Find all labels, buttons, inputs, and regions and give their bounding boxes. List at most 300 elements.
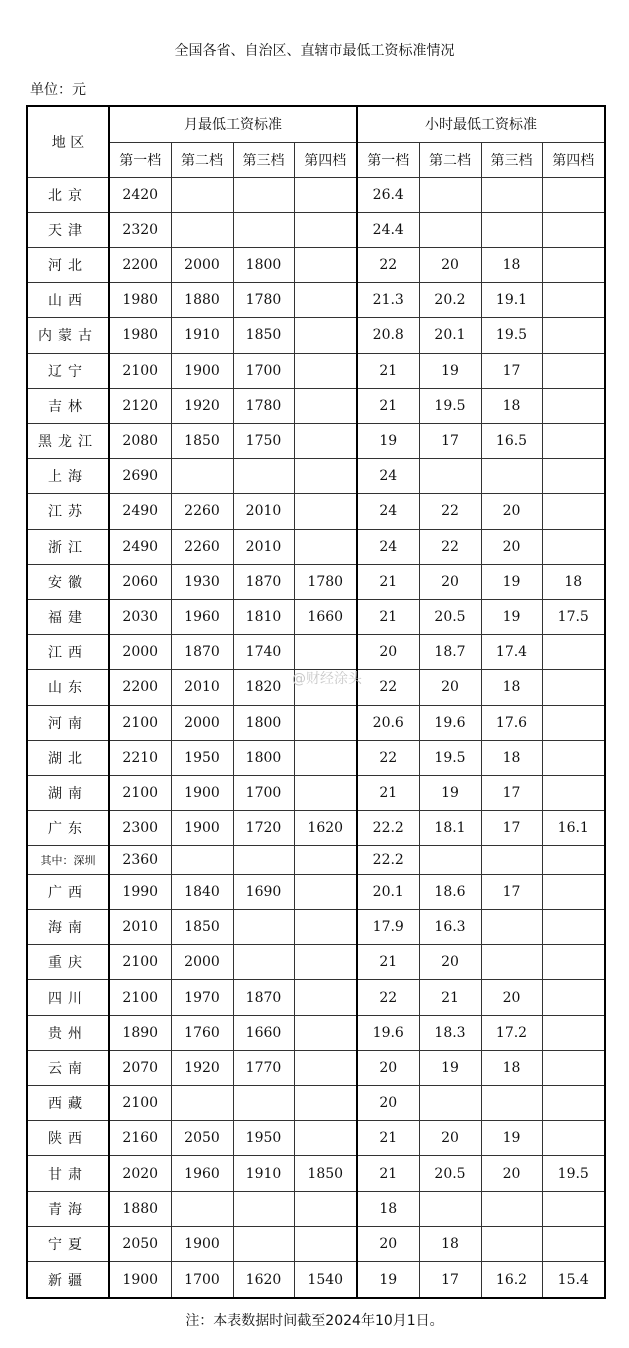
- hourly-value-cell: 20.1: [357, 874, 419, 909]
- monthly-value-cell: 1920: [171, 1050, 233, 1085]
- region-cell: 宁夏: [27, 1226, 109, 1261]
- hourly-value-cell: 17: [419, 423, 481, 458]
- monthly-value-cell: 2360: [109, 846, 171, 875]
- hourly-value-cell: [542, 1191, 605, 1226]
- monthly-value-cell: [294, 740, 357, 775]
- monthly-value-cell: [171, 846, 233, 875]
- hourly-value-cell: 22.2: [357, 811, 419, 846]
- hourly-value-cell: [542, 212, 605, 247]
- hourly-value-cell: [542, 283, 605, 318]
- hourly-value-cell: 19.6: [357, 1015, 419, 1050]
- monthly-value-cell: [294, 1015, 357, 1050]
- region-cell: 浙江: [27, 529, 109, 564]
- minimum-wage-table: [26, 105, 606, 1299]
- hourly-value-cell: [419, 177, 481, 212]
- hourly-value-cell: 20: [481, 1156, 542, 1191]
- monthly-value-cell: 1880: [171, 283, 233, 318]
- monthly-value-cell: 1950: [171, 740, 233, 775]
- monthly-value-cell: 2100: [109, 705, 171, 740]
- hourly-value-cell: 19.5: [419, 388, 481, 423]
- hourly-value-cell: 18: [481, 247, 542, 282]
- hourly-value-cell: 18: [481, 388, 542, 423]
- hourly-value-cell: 17.9: [357, 910, 419, 945]
- region-cell: 山东: [27, 670, 109, 705]
- monthly-value-cell: [294, 212, 357, 247]
- monthly-value-cell: 2300: [109, 811, 171, 846]
- monthly-value-cell: 1750: [233, 423, 294, 458]
- hourly-value-cell: 17.5: [542, 599, 605, 634]
- region-cell: 云南: [27, 1050, 109, 1085]
- monthly-value-cell: 1920: [171, 388, 233, 423]
- hourly-value-cell: [542, 670, 605, 705]
- monthly-value-cell: [294, 529, 357, 564]
- hourly-value-cell: 18.7: [419, 635, 481, 670]
- hourly-value-cell: 20: [357, 1086, 419, 1121]
- monthly-value-cell: 1770: [233, 1050, 294, 1085]
- hourly-value-cell: 20: [419, 247, 481, 282]
- hourly-value-cell: 19: [481, 1121, 542, 1156]
- table-row: [27, 635, 605, 670]
- hourly-value-cell: [481, 177, 542, 212]
- monthly-value-cell: [294, 494, 357, 529]
- table-row: [27, 529, 605, 564]
- monthly-value-cell: 1850: [294, 1156, 357, 1191]
- table-row: [27, 1121, 605, 1156]
- monthly-value-cell: 2000: [171, 945, 233, 980]
- monthly-value-cell: [294, 1191, 357, 1226]
- hourly-value-cell: 18.1: [419, 811, 481, 846]
- hourly-value-cell: 22: [357, 670, 419, 705]
- region-cell: 西藏: [27, 1086, 109, 1121]
- hourly-value-cell: 20: [419, 945, 481, 980]
- table-row: [27, 874, 605, 909]
- table-row: [27, 599, 605, 634]
- hourly-value-cell: 20: [419, 564, 481, 599]
- hourly-value-cell: [542, 945, 605, 980]
- monthly-value-cell: [294, 1226, 357, 1261]
- table-row: [27, 459, 605, 494]
- monthly-value-cell: 1910: [171, 318, 233, 353]
- monthly-value-cell: 2050: [171, 1121, 233, 1156]
- monthly-value-cell: [294, 846, 357, 875]
- region-cell: 陕西: [27, 1121, 109, 1156]
- watermark: @财经涂头: [292, 671, 362, 687]
- page-title: 全国各省、自治区、直辖市最低工资标准情况: [174, 43, 455, 59]
- hourly-value-cell: [542, 247, 605, 282]
- table-row: [27, 212, 605, 247]
- region-cell: 湖北: [27, 740, 109, 775]
- monthly-value-cell: 1810: [233, 599, 294, 634]
- hourly-value-cell: [481, 1086, 542, 1121]
- hourly-value-cell: 17.6: [481, 705, 542, 740]
- hourly-value-cell: [419, 1191, 481, 1226]
- monthly-value-cell: 1720: [233, 811, 294, 846]
- table-row: [27, 353, 605, 388]
- hourly-value-cell: [542, 910, 605, 945]
- hourly-value-cell: 24.4: [357, 212, 419, 247]
- hourly-value-cell: 20.5: [419, 1156, 481, 1191]
- hourly-value-cell: 24: [357, 494, 419, 529]
- monthly-value-cell: [233, 910, 294, 945]
- hourly-value-cell: 21: [357, 1156, 419, 1191]
- hourly-value-cell: 22: [357, 247, 419, 282]
- hourly-value-cell: [481, 945, 542, 980]
- region-cell: 青海: [27, 1191, 109, 1226]
- hourly-value-cell: 21: [357, 1121, 419, 1156]
- monthly-value-cell: 2010: [171, 670, 233, 705]
- hourly-value-cell: 16.1: [542, 811, 605, 846]
- hourly-value-cell: [542, 980, 605, 1015]
- monthly-value-cell: 1620: [294, 811, 357, 846]
- monthly-value-cell: [294, 775, 357, 810]
- region-header: 地 区: [27, 106, 109, 177]
- monthly-value-cell: [233, 1226, 294, 1261]
- table-row: [27, 423, 605, 458]
- hourly-value-cell: 20.5: [419, 599, 481, 634]
- hourly-value-cell: [542, 423, 605, 458]
- monthly-value-cell: 1960: [171, 1156, 233, 1191]
- monthly-value-cell: [171, 459, 233, 494]
- hourly-value-cell: 18: [481, 1050, 542, 1085]
- table-row: [27, 1050, 605, 1085]
- monthly-value-cell: 2120: [109, 388, 171, 423]
- hourly-value-cell: [542, 318, 605, 353]
- monthly-value-cell: 1910: [233, 1156, 294, 1191]
- footnote: 注：本表数据时间截至2024年10月1日。: [185, 1313, 444, 1329]
- monthly-value-cell: 1700: [171, 1262, 233, 1298]
- region-cell: 山西: [27, 283, 109, 318]
- hourly-value-cell: 18.3: [419, 1015, 481, 1050]
- monthly-tier-3: 第三档: [233, 142, 294, 177]
- hourly-value-cell: [542, 177, 605, 212]
- hourly-value-cell: 21.3: [357, 283, 419, 318]
- monthly-value-cell: 2020: [109, 1156, 171, 1191]
- table-row: [27, 1015, 605, 1050]
- monthly-value-cell: 1690: [233, 874, 294, 909]
- hourly-value-cell: 19: [357, 1262, 419, 1298]
- monthly-value-cell: 1900: [171, 353, 233, 388]
- hourly-value-cell: 19.1: [481, 283, 542, 318]
- monthly-value-cell: 2320: [109, 212, 171, 247]
- monthly-value-cell: [294, 980, 357, 1015]
- hourly-tier-4: 第四档: [542, 142, 605, 177]
- region-cell: 河北: [27, 247, 109, 282]
- table-row: [27, 318, 605, 353]
- hourly-value-cell: 24: [357, 529, 419, 564]
- monthly-value-cell: 1850: [233, 318, 294, 353]
- monthly-value-cell: 2000: [109, 635, 171, 670]
- monthly-value-cell: 2100: [109, 980, 171, 1015]
- monthly-value-cell: [233, 1191, 294, 1226]
- monthly-value-cell: 1990: [109, 874, 171, 909]
- monthly-value-cell: [294, 635, 357, 670]
- hourly-value-cell: 19: [419, 775, 481, 810]
- hourly-value-cell: 17: [481, 811, 542, 846]
- table-row: [27, 775, 605, 810]
- monthly-value-cell: 1980: [109, 318, 171, 353]
- monthly-value-cell: 2490: [109, 494, 171, 529]
- monthly-value-cell: 2260: [171, 494, 233, 529]
- table-row: [27, 910, 605, 945]
- table-row: [27, 247, 605, 282]
- hourly-header: 小时最低工资标准: [357, 106, 605, 142]
- hourly-value-cell: [542, 874, 605, 909]
- monthly-value-cell: 2100: [109, 945, 171, 980]
- hourly-value-cell: 18: [481, 740, 542, 775]
- hourly-value-cell: [419, 212, 481, 247]
- hourly-value-cell: 21: [357, 388, 419, 423]
- hourly-value-cell: [419, 459, 481, 494]
- monthly-value-cell: 1970: [171, 980, 233, 1015]
- monthly-value-cell: 1820: [233, 670, 294, 705]
- hourly-value-cell: 24: [357, 459, 419, 494]
- monthly-tier-1: 第一档: [109, 142, 171, 177]
- hourly-value-cell: 18: [419, 1226, 481, 1261]
- table-row: [27, 494, 605, 529]
- table-row: [27, 1086, 605, 1121]
- region-cell: 安徽: [27, 564, 109, 599]
- hourly-value-cell: 21: [419, 980, 481, 1015]
- hourly-value-cell: 16.5: [481, 423, 542, 458]
- monthly-value-cell: 1900: [171, 811, 233, 846]
- hourly-value-cell: 21: [357, 564, 419, 599]
- unit-label: 单位：元: [30, 82, 86, 98]
- table-row: [27, 811, 605, 846]
- table-body: [27, 177, 605, 1298]
- monthly-tier-4: 第四档: [294, 142, 357, 177]
- table-row: [27, 177, 605, 212]
- hourly-value-cell: [542, 1050, 605, 1085]
- hourly-value-cell: 18: [542, 564, 605, 599]
- table-row: [27, 740, 605, 775]
- hourly-value-cell: [542, 635, 605, 670]
- monthly-value-cell: 1930: [171, 564, 233, 599]
- monthly-value-cell: [294, 1121, 357, 1156]
- region-cell: 黑龙江: [27, 423, 109, 458]
- monthly-value-cell: 1900: [171, 775, 233, 810]
- monthly-value-cell: [171, 1086, 233, 1121]
- monthly-value-cell: [294, 353, 357, 388]
- hourly-value-cell: 22: [419, 529, 481, 564]
- monthly-value-cell: [294, 910, 357, 945]
- hourly-value-cell: 22: [357, 740, 419, 775]
- monthly-value-cell: 1660: [233, 1015, 294, 1050]
- hourly-value-cell: 20.8: [357, 318, 419, 353]
- hourly-tier-3: 第三档: [481, 142, 542, 177]
- hourly-value-cell: 19: [357, 423, 419, 458]
- hourly-value-cell: 19.5: [419, 740, 481, 775]
- monthly-value-cell: [171, 1191, 233, 1226]
- hourly-value-cell: 20: [357, 1050, 419, 1085]
- monthly-value-cell: 1780: [233, 388, 294, 423]
- monthly-value-cell: 2030: [109, 599, 171, 634]
- region-cell: 江苏: [27, 494, 109, 529]
- table-row: [27, 1191, 605, 1226]
- hourly-value-cell: [542, 1015, 605, 1050]
- hourly-value-cell: [481, 459, 542, 494]
- monthly-value-cell: 1700: [233, 353, 294, 388]
- monthly-value-cell: [294, 177, 357, 212]
- monthly-value-cell: 1870: [171, 635, 233, 670]
- monthly-value-cell: [171, 177, 233, 212]
- monthly-value-cell: 2100: [109, 1086, 171, 1121]
- table-row: [27, 1156, 605, 1191]
- hourly-value-cell: 20: [419, 670, 481, 705]
- hourly-value-cell: [542, 353, 605, 388]
- hourly-value-cell: 21: [357, 945, 419, 980]
- region-cell: 四川: [27, 980, 109, 1015]
- hourly-value-cell: 18: [357, 1191, 419, 1226]
- region-cell: 福建: [27, 599, 109, 634]
- monthly-value-cell: 2010: [109, 910, 171, 945]
- monthly-value-cell: 1740: [233, 635, 294, 670]
- table-row: [27, 980, 605, 1015]
- monthly-value-cell: [294, 945, 357, 980]
- hourly-value-cell: [542, 494, 605, 529]
- region-cell: 天津: [27, 212, 109, 247]
- monthly-value-cell: [233, 177, 294, 212]
- hourly-value-cell: [481, 1191, 542, 1226]
- hourly-value-cell: [481, 1226, 542, 1261]
- monthly-value-cell: [171, 212, 233, 247]
- table-row: [27, 564, 605, 599]
- hourly-value-cell: 20: [481, 494, 542, 529]
- hourly-value-cell: [542, 740, 605, 775]
- monthly-value-cell: 2490: [109, 529, 171, 564]
- hourly-value-cell: 19.5: [481, 318, 542, 353]
- hourly-value-cell: [542, 705, 605, 740]
- hourly-value-cell: 20.6: [357, 705, 419, 740]
- hourly-value-cell: [481, 910, 542, 945]
- table-row: [27, 705, 605, 740]
- monthly-value-cell: [294, 318, 357, 353]
- monthly-value-cell: 2420: [109, 177, 171, 212]
- monthly-value-cell: [294, 874, 357, 909]
- monthly-value-cell: 2100: [109, 353, 171, 388]
- hourly-tier-1: 第一档: [357, 142, 419, 177]
- hourly-value-cell: [542, 1086, 605, 1121]
- monthly-value-cell: 1760: [171, 1015, 233, 1050]
- hourly-value-cell: 19: [419, 353, 481, 388]
- hourly-value-cell: [542, 1226, 605, 1261]
- hourly-value-cell: 21: [357, 599, 419, 634]
- monthly-value-cell: 1660: [294, 599, 357, 634]
- hourly-value-cell: 20.2: [419, 283, 481, 318]
- hourly-value-cell: 18.6: [419, 874, 481, 909]
- table-row: [27, 945, 605, 980]
- hourly-value-cell: 20: [419, 1121, 481, 1156]
- hourly-value-cell: 19: [481, 599, 542, 634]
- hourly-value-cell: 17: [481, 353, 542, 388]
- hourly-value-cell: [542, 459, 605, 494]
- monthly-value-cell: 2100: [109, 775, 171, 810]
- hourly-value-cell: [542, 388, 605, 423]
- hourly-value-cell: 20: [481, 980, 542, 1015]
- monthly-header: 月最低工资标准: [109, 106, 357, 142]
- hourly-value-cell: 17: [419, 1262, 481, 1298]
- hourly-value-cell: [481, 846, 542, 875]
- monthly-value-cell: [233, 945, 294, 980]
- hourly-value-cell: [419, 846, 481, 875]
- region-cell: 上海: [27, 459, 109, 494]
- monthly-value-cell: 2000: [171, 247, 233, 282]
- monthly-value-cell: [294, 705, 357, 740]
- hourly-tier-2: 第二档: [419, 142, 481, 177]
- hourly-value-cell: 17: [481, 874, 542, 909]
- hourly-value-cell: 17.4: [481, 635, 542, 670]
- monthly-value-cell: [233, 212, 294, 247]
- monthly-value-cell: [233, 846, 294, 875]
- monthly-value-cell: 2260: [171, 529, 233, 564]
- hourly-value-cell: [419, 1086, 481, 1121]
- region-cell: 广东: [27, 811, 109, 846]
- monthly-value-cell: 2000: [171, 705, 233, 740]
- hourly-value-cell: [542, 529, 605, 564]
- hourly-value-cell: 16.2: [481, 1262, 542, 1298]
- monthly-value-cell: 1880: [109, 1191, 171, 1226]
- region-cell: 广西: [27, 874, 109, 909]
- monthly-value-cell: 2200: [109, 247, 171, 282]
- region-cell: 海南: [27, 910, 109, 945]
- table-row: [27, 1226, 605, 1261]
- monthly-value-cell: 1840: [171, 874, 233, 909]
- region-cell: 其中：深圳: [27, 846, 109, 875]
- region-cell: 江西: [27, 635, 109, 670]
- region-cell: 重庆: [27, 945, 109, 980]
- hourly-value-cell: [542, 1121, 605, 1156]
- monthly-value-cell: 1800: [233, 247, 294, 282]
- monthly-value-cell: [294, 423, 357, 458]
- monthly-value-cell: 1950: [233, 1121, 294, 1156]
- monthly-value-cell: 1800: [233, 740, 294, 775]
- monthly-value-cell: 1850: [171, 423, 233, 458]
- table-row: [27, 846, 605, 875]
- monthly-value-cell: 1980: [109, 283, 171, 318]
- hourly-value-cell: 20: [357, 635, 419, 670]
- table-row: [27, 388, 605, 423]
- region-cell: 吉林: [27, 388, 109, 423]
- region-cell: 北京: [27, 177, 109, 212]
- hourly-value-cell: 19: [419, 1050, 481, 1085]
- monthly-value-cell: 2690: [109, 459, 171, 494]
- monthly-value-cell: [294, 388, 357, 423]
- hourly-value-cell: [542, 846, 605, 875]
- region-cell: 辽宁: [27, 353, 109, 388]
- monthly-value-cell: [233, 1086, 294, 1121]
- monthly-value-cell: [294, 1086, 357, 1121]
- hourly-value-cell: 16.3: [419, 910, 481, 945]
- region-cell: 内蒙古: [27, 318, 109, 353]
- monthly-value-cell: 2160: [109, 1121, 171, 1156]
- hourly-value-cell: 20: [357, 1226, 419, 1261]
- monthly-value-cell: [294, 247, 357, 282]
- monthly-value-cell: 2010: [233, 494, 294, 529]
- hourly-value-cell: [542, 775, 605, 810]
- monthly-value-cell: 1780: [294, 564, 357, 599]
- monthly-value-cell: 2070: [109, 1050, 171, 1085]
- monthly-value-cell: 1870: [233, 980, 294, 1015]
- hourly-value-cell: 17: [481, 775, 542, 810]
- hourly-value-cell: 15.4: [542, 1262, 605, 1298]
- monthly-value-cell: 1800: [233, 705, 294, 740]
- table-row: [27, 283, 605, 318]
- monthly-value-cell: 2050: [109, 1226, 171, 1261]
- region-cell: 新疆: [27, 1262, 109, 1298]
- monthly-value-cell: 1870: [233, 564, 294, 599]
- hourly-value-cell: [481, 212, 542, 247]
- region-cell: 河南: [27, 705, 109, 740]
- monthly-value-cell: 2060: [109, 564, 171, 599]
